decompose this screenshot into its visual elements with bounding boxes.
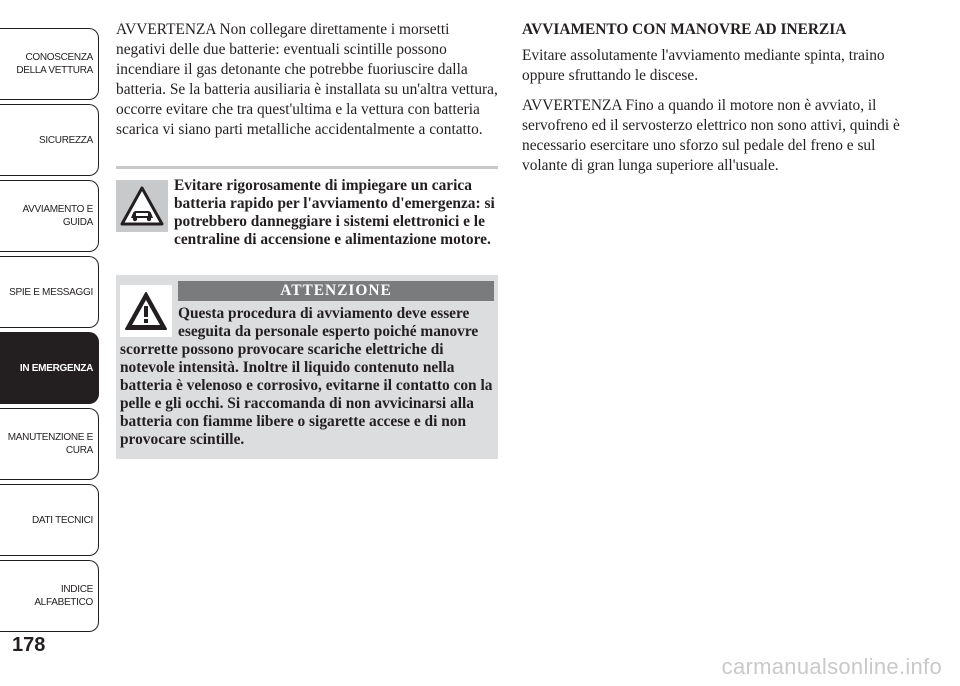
tab-spie-messaggi[interactable]: SPIE E MESSAGGI [0, 256, 99, 328]
avvertenza-paragraph: AVVERTENZA Non collegare direttamente i morsetti negativi delle due batterie: eventuali scintille possono incendiare il gas detonante che potrebbe fuoriuscire dalla batteria. Se la batteria ausiliaria è installata su un'altra vettura, occorre evitare che tra quest'ultima e la vettura con batteria scarica vi siano parti metalliche accidentalmente a contatto. [116, 21, 498, 138]
tab-manutenzione-cura[interactable]: MANUTENZIONE E CURA [0, 408, 99, 480]
attention-title: ATTENZIONE [178, 281, 494, 301]
left-column [116, 20, 498, 459]
chapter-sidebar [0, 0, 100, 640]
attention-panel [116, 275, 498, 459]
section-heading: AVVIAMENTO CON MANOVRE AD INERZIA [522, 21, 847, 38]
avvertenza-servo-paragraph: AVVERTENZA Fino a quando il motore non è avviato, il servofreno ed il servosterzo elettrico non sono attivi, quindi è necessario esercitare uno sforzo sul pedale del freno e sul volante di gran lunga superiore all'usuale. [522, 97, 900, 174]
section-divider [116, 166, 498, 169]
attention-text: Questa procedura di avviamento deve essere eseguita da personale esperto poiché manovre scorrette possono provocare scariche elettriche di notevole intensità. Inoltre il liquido contenuto nella batteria è velenoso e corrosivo, evitarne il contatto con la pelle e gli occhi. Si raccomanda di non avvicinarsi alla batteria con fiamme libere o sigarette accese e di non provocare scintille. [120, 305, 493, 448]
tab-sicurezza[interactable]: SICUREZZA [0, 104, 99, 176]
car-warning-icon [116, 180, 168, 232]
inertia-start-paragraph: Evitare assolutamente l'avviamento mediante spinta, traino oppure sfruttando le discese. [522, 47, 885, 84]
tab-indice-alfabetico[interactable]: INDICE ALFABETICO [0, 560, 99, 632]
page-number: 178 [12, 634, 46, 656]
right-column [522, 20, 912, 176]
caution-text: Evitare rigorosamente di impiegare un carica batteria rapido per l'avviamento d'emergenza: si potrebbero danneggiare i sistemi elettronici e le centraline di accensione e alimentazione motore. [174, 177, 495, 248]
caution-note [116, 177, 498, 249]
danger-warning-icon [120, 285, 172, 337]
tab-dati-tecnici[interactable]: DATI TECNICI [0, 484, 99, 556]
watermark: carmanualsonline.info [721, 654, 942, 679]
attention-body [120, 305, 494, 449]
tab-conoscenza-vettura[interactable]: CONOSCENZA DELLA VETTURA [0, 28, 99, 100]
tab-avviamento-guida[interactable]: AVVIAMENTO E GUIDA [0, 180, 99, 252]
tab-in-emergenza[interactable]: IN EMERGENZA [0, 332, 99, 404]
